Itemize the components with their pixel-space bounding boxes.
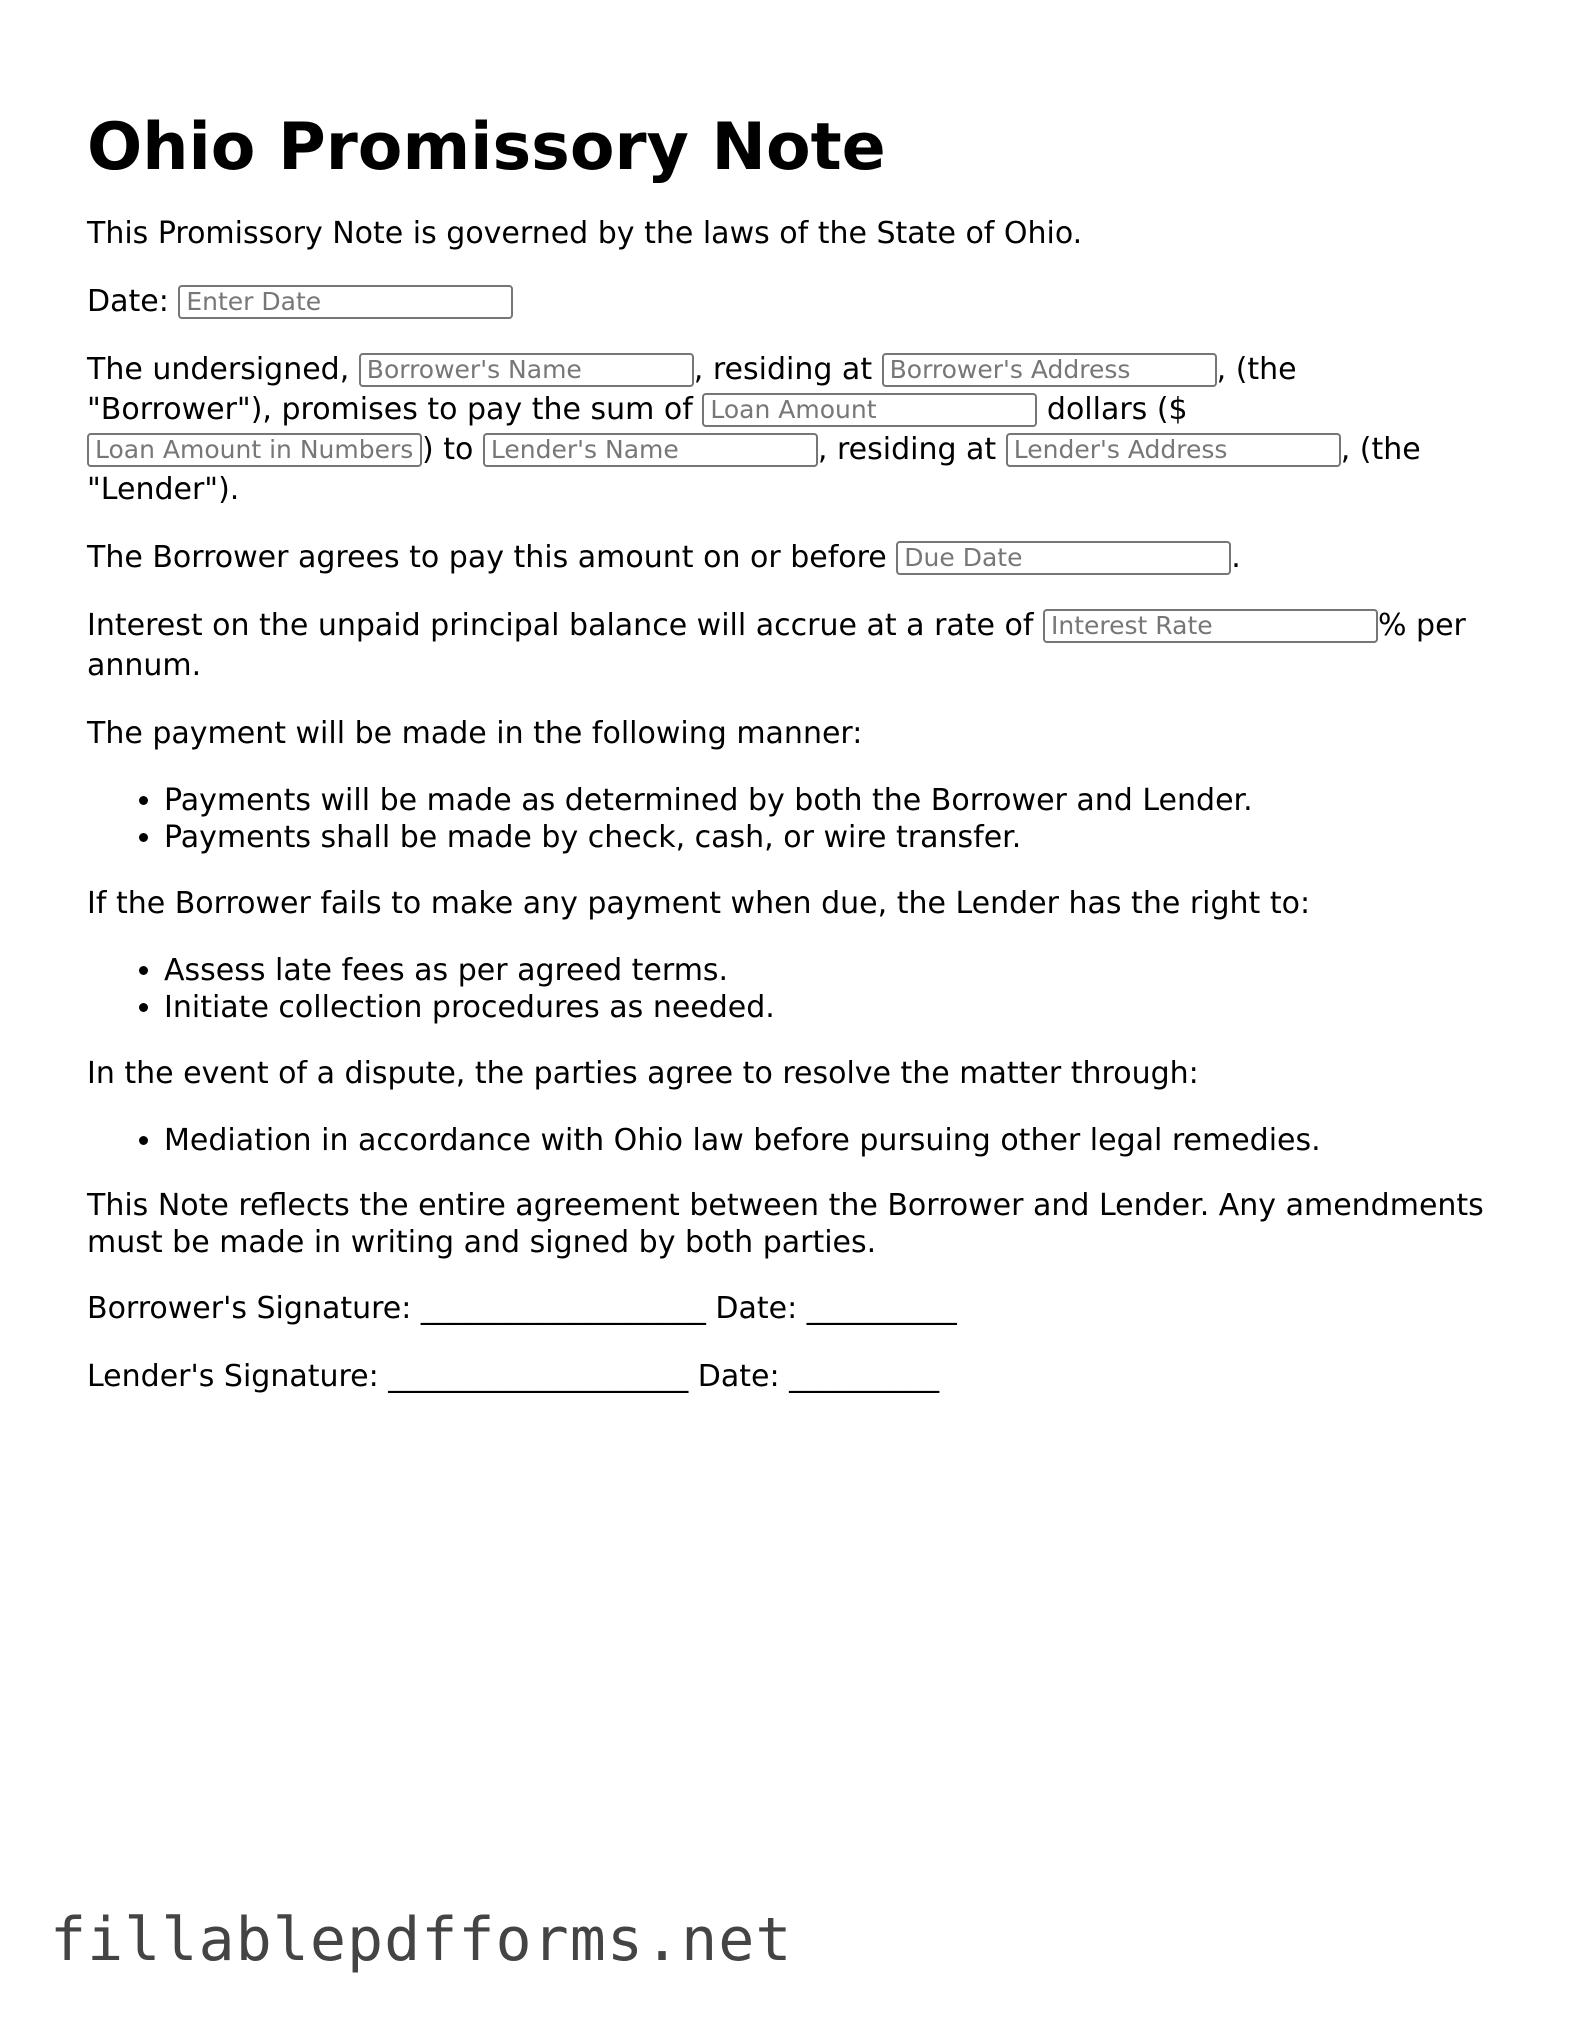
borrower-address-input[interactable] [882, 353, 1217, 387]
borrower-name-input[interactable] [359, 353, 694, 387]
parties-text-2: , residing at [693, 352, 882, 387]
interest-rate-input[interactable] [1043, 609, 1378, 643]
list-item: • Initiate collection procedures as needed. [164, 989, 1487, 1026]
due-text-2: . [1231, 540, 1241, 575]
due-text-1: The Borrower agrees to pay this amount on or before [87, 540, 897, 575]
parties-text-3: , (the "Borrower"), promises to pay the sum of [87, 352, 1297, 427]
parties-paragraph [87, 350, 1487, 510]
page-title: Ohio Promissory Note [87, 110, 886, 185]
watermark-text: fillablepdfforms.net [50, 1905, 793, 1975]
list-item: • Mediation in accordance with Ohio law before pursuing other legal remedies. [164, 1122, 1487, 1159]
lender-signature-line: Lender's Signature: ____________________ Date: __________ [87, 1359, 940, 1394]
lender-name-input[interactable] [483, 433, 818, 467]
date-line [87, 282, 1487, 322]
due-paragraph [87, 538, 1487, 578]
loan-amount-numbers-input[interactable] [87, 433, 422, 467]
list-item: • Assess late fees as per agreed terms. [164, 952, 1487, 989]
interest-text-2: % per annum. [87, 608, 1466, 683]
dispute-intro: In the event of a dispute, the parties agree to resolve the matter through: [87, 1056, 1199, 1091]
interest-text-1: Interest on the unpaid principal balance will accrue at a rate of [87, 608, 1044, 643]
date-label: Date: [87, 284, 169, 319]
parties-text-4: dollars ($ [1037, 392, 1188, 427]
document-page [87, 100, 1487, 1425]
payment-list [87, 782, 1487, 856]
list-item: • Payments will be made as determined by both the Borrower and Lender. [164, 782, 1487, 819]
intro-text: This Promissory Note is governed by the laws of the State of Ohio. [87, 216, 1083, 251]
payment-intro: The payment will be made in the following manner: [87, 716, 863, 751]
parties-text-6: , residing at [817, 432, 1006, 467]
default-intro: If the Borrower fails to make any payment when due, the Lender has the right to: [87, 886, 1311, 921]
lender-address-input[interactable] [1006, 433, 1341, 467]
due-date-input[interactable] [896, 541, 1231, 575]
entire-agreement-text: This Note reflects the entire agreement between the Borrower and Lender. Any amendments must be made in writing and signed by both parties. [87, 1188, 1484, 1260]
parties-text-7: , (the "Lender"). [87, 432, 1421, 507]
list-item: • Payments shall be made by check, cash, or wire transfer. [164, 819, 1487, 856]
parties-text-5: ) to [422, 432, 483, 467]
borrower-signature-line: Borrower's Signature: ___________________ Date: __________ [87, 1291, 957, 1326]
interest-paragraph [87, 606, 1487, 686]
parties-text-1: The undersigned, [87, 352, 359, 387]
date-input[interactable] [178, 285, 513, 319]
dispute-list [87, 1122, 1487, 1159]
loan-amount-input[interactable] [702, 393, 1037, 427]
default-list [87, 952, 1487, 1026]
